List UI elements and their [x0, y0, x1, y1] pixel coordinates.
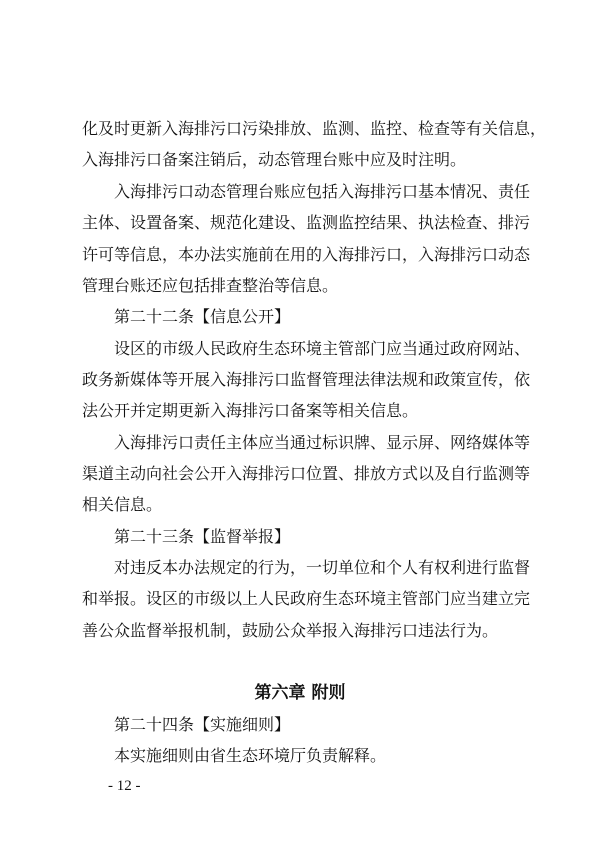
- body-text-line: 法公开并定期更新入海排污口备案等相关信息。: [82, 401, 419, 420]
- page-number: - 12 -: [108, 778, 141, 794]
- body-text-line: 入海排污口动态管理台账应包括入海排污口基本情况、责任: [114, 182, 531, 201]
- body-text-line: 善公众监督举报机制，鼓励公众举报入海排污口违法行为。: [82, 621, 499, 640]
- body-text-line: 本实施细则由省生态环境厅负责解释。: [114, 746, 387, 765]
- article-heading: 第二十三条【监督举报】: [114, 527, 291, 546]
- body-text-line: 相关信息。: [82, 495, 163, 514]
- chapter-title: 第六章 附则: [254, 683, 346, 703]
- body-text-line: 管理台账还应包括排查整治等信息。: [82, 276, 339, 295]
- body-text-line: 和举报。设区的市级以上人民政府生态环境主管部门应当建立完: [82, 589, 531, 608]
- body-text-line: 政务新媒体等开展入海排污口监督管理法律法规和政策宣传，依: [82, 370, 531, 389]
- body-text-line: 化及时更新入海排污口污染排放、监测、监控、检查等有关信息，: [82, 119, 547, 138]
- body-text-line: 渠道主动向社会公开入海排污口位置、排放方式以及自行监测等: [82, 464, 531, 483]
- body-text-line: 入海排污口责任主体应当通过标识牌、显示屏、网络媒体等: [114, 433, 531, 452]
- body-text-line: 入海排污口备案注销后，动态管理台账中应及时注明。: [82, 150, 467, 169]
- body-text-line: 许可等信息，本办法实施前在用的入海排污口，入海排污口动态: [82, 245, 531, 264]
- body-text-line: 主体、设置备案、规范化建设、监测监控结果、执法检查、排污: [82, 213, 531, 232]
- body-text-line: 设区的市级人民政府生态环境主管部门应当通过政府网站、: [114, 339, 531, 358]
- article-heading: 第二十四条【实施细则】: [114, 715, 291, 734]
- article-heading: 第二十二条【信息公开】: [114, 307, 291, 326]
- body-text-line: 对违反本办法规定的行为，一切单位和个人有权利进行监督: [114, 558, 531, 577]
